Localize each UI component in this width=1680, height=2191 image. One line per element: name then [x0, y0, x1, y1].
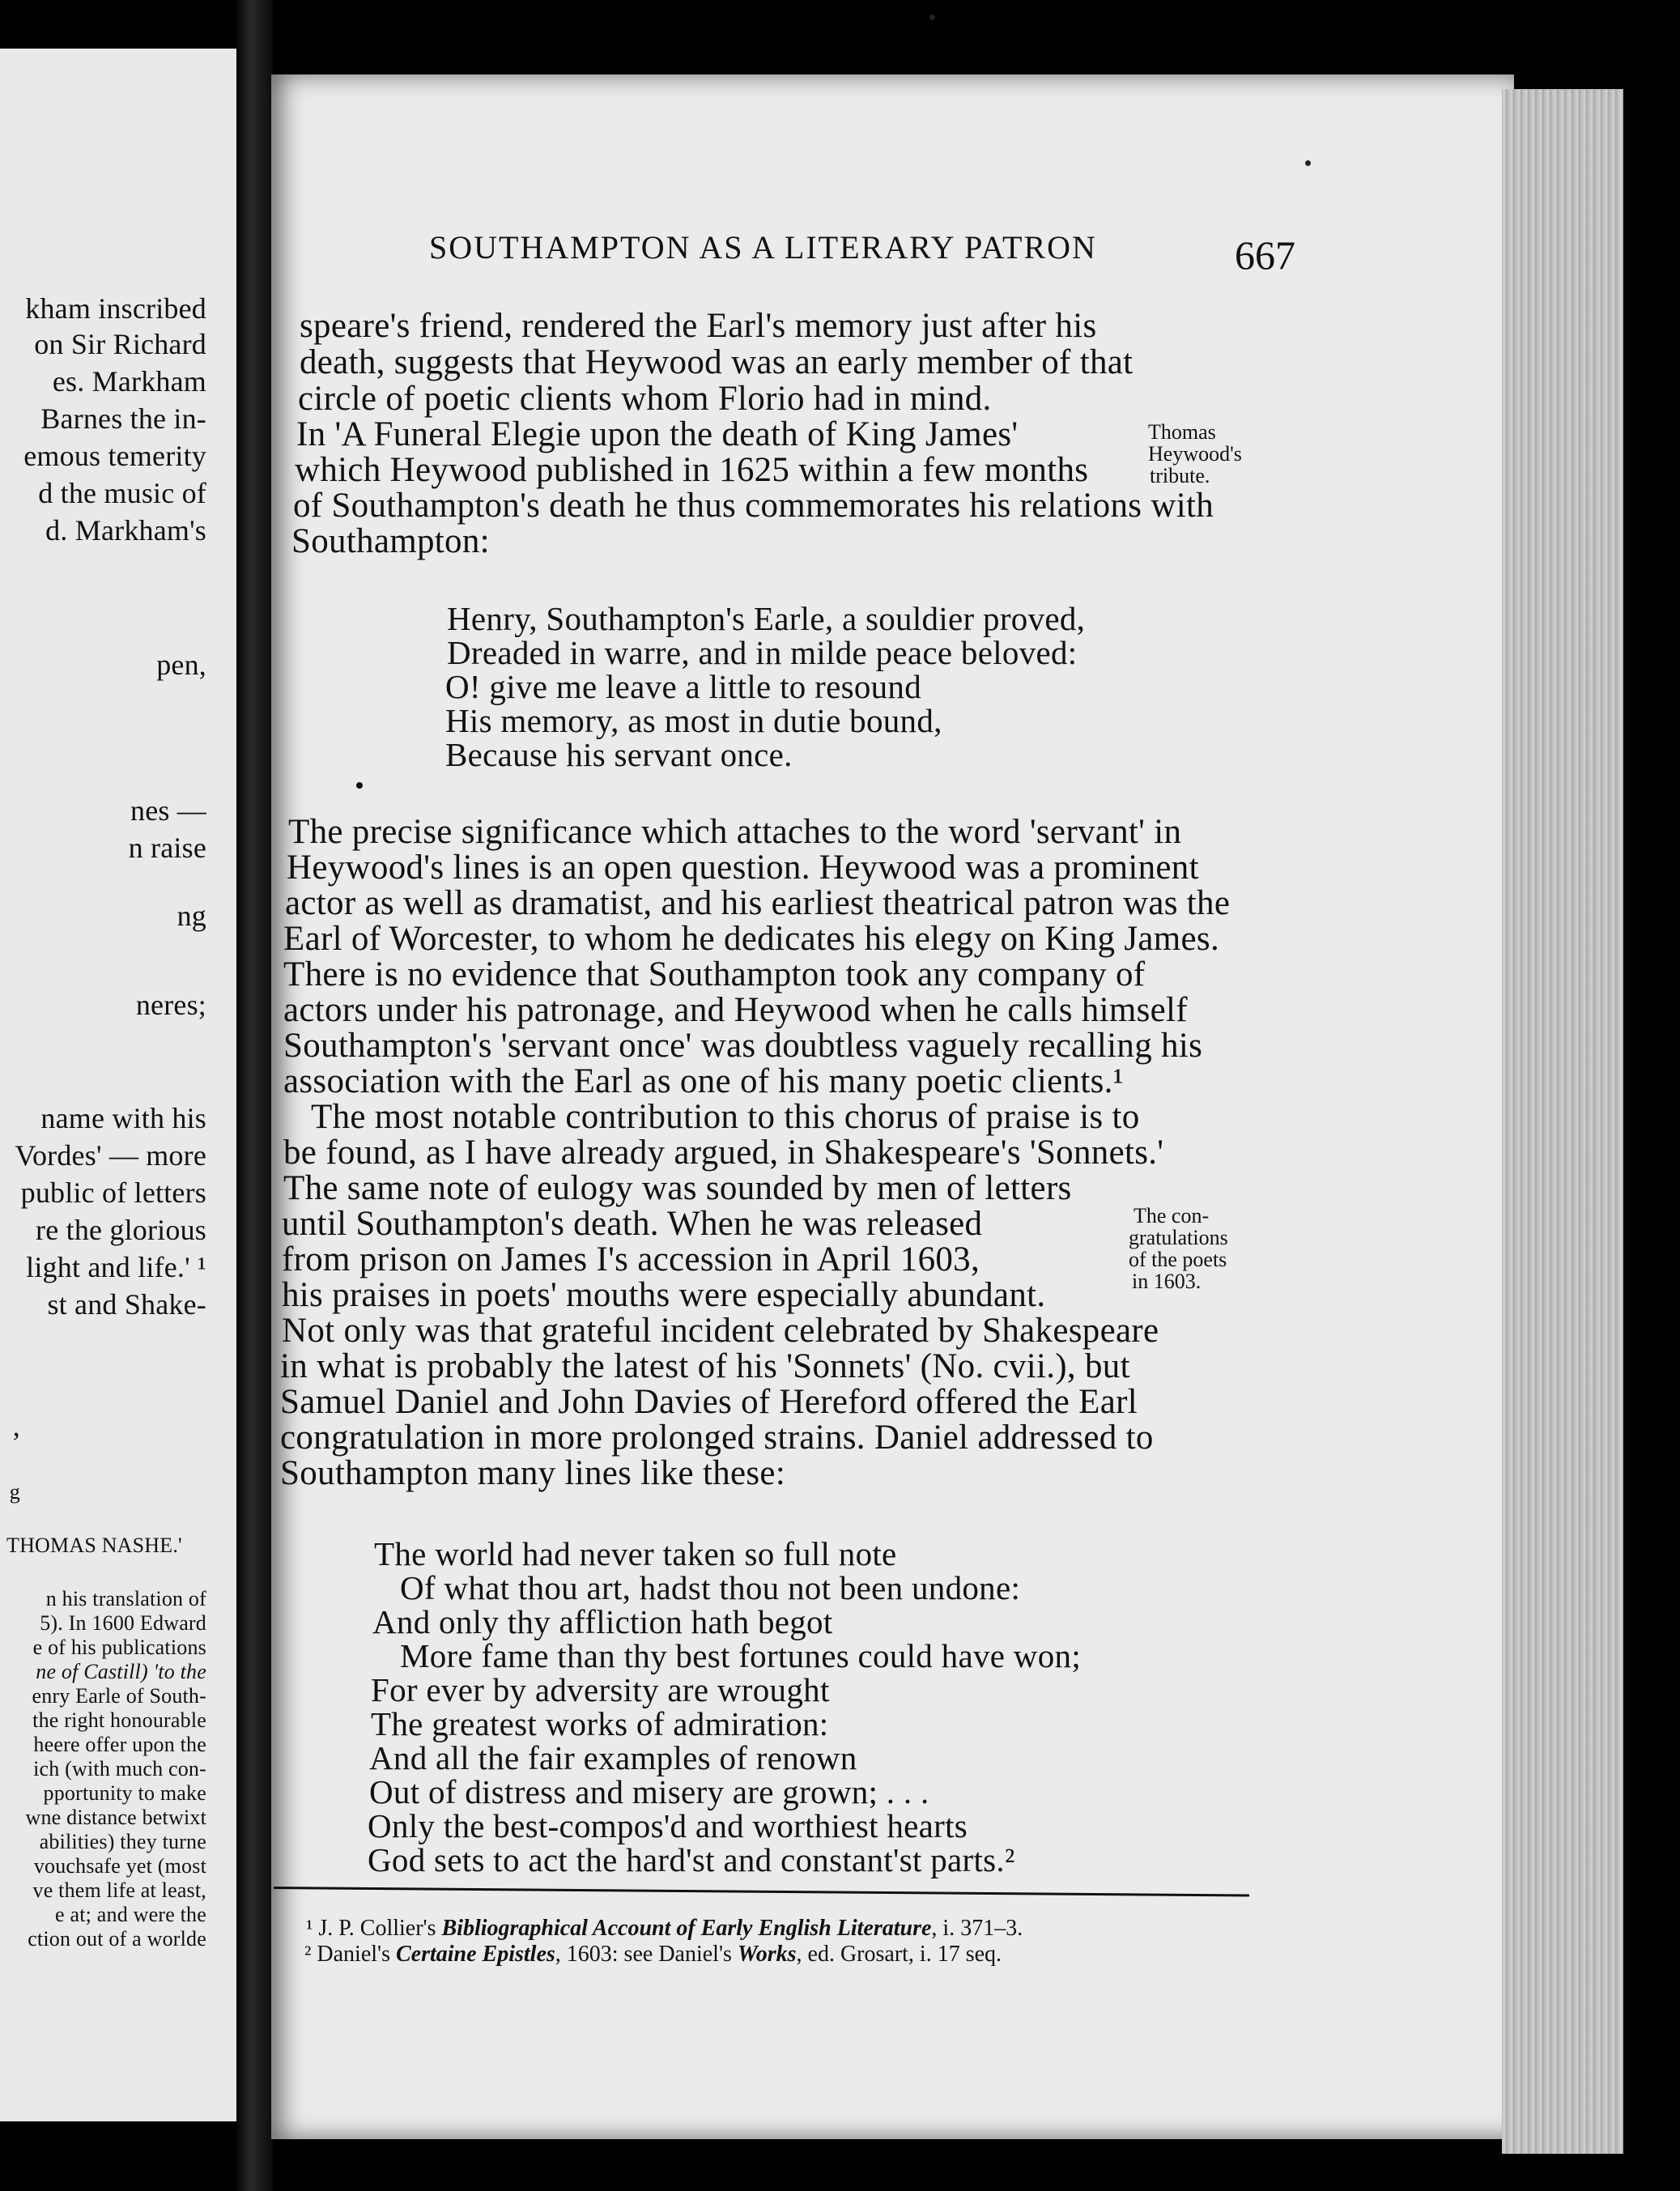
body-line: Heywood's lines is an open question. Heywood was a prominent	[287, 849, 1199, 887]
body-line: The precise significance which attaches to the word 'servant' in	[288, 813, 1182, 851]
body-line: congratulation in more prolonged strains. Daniel addressed to	[280, 1419, 1154, 1457]
left-page-footnote-line: enry Earle of South-	[32, 1684, 206, 1708]
left-page-line: public of letters	[20, 1176, 206, 1209]
left-page-footnote-line: ne of Castill) 'to the	[36, 1660, 206, 1683]
left-page-line: st and Shake-	[47, 1288, 206, 1321]
body-line: death, suggests that Heywood was an early member of that	[300, 343, 1133, 381]
margin-note-line: in 1603.	[1132, 1270, 1202, 1293]
poem-line: God sets to act the hard'st and constant'st parts.²	[368, 1841, 1015, 1878]
margin-note-line: gratulations	[1129, 1226, 1228, 1249]
poem-line: Of what thou art, hadst thou not been undone:	[400, 1569, 1021, 1606]
poem-line: The greatest works of admiration:	[371, 1705, 829, 1742]
left-page-footnote-line: ve them life at least,	[32, 1878, 206, 1902]
poem-line: The world had never taken so full note	[374, 1535, 897, 1572]
scan-speck	[1305, 160, 1311, 166]
left-page-footnote-line: the right honourable	[32, 1708, 206, 1732]
running-header: SOUTHAMPTON AS A LITERARY PATRON	[429, 229, 1097, 266]
footnote-title: Certaine Epistles	[395, 1942, 555, 1967]
left-page-footnote-line: e at; and were the	[55, 1903, 206, 1926]
left-page-line: re the glorious	[36, 1214, 206, 1246]
left-page-line: d. Markham's	[45, 514, 206, 547]
poem-line: Only the best-compos'd and worthiest hearts	[368, 1807, 968, 1844]
left-page-line: Barnes the in-	[40, 402, 206, 435]
left-page-footnote-line: pportunity to make	[43, 1781, 206, 1805]
body-line: until Southampton's death. When he was released	[282, 1205, 983, 1243]
body-line: The same note of eulogy was sounded by men of letters	[283, 1169, 1072, 1207]
poem-line: Because his servant once.	[445, 736, 793, 773]
body-line: actor as well as dramatist, and his earliest theatrical patron was the	[285, 884, 1231, 922]
margin-note-line: The con-	[1133, 1204, 1210, 1227]
left-page-line: neres;	[135, 989, 206, 1021]
left-facing-page	[0, 49, 244, 2121]
page-edges	[1502, 89, 1623, 2154]
body-line: from prison on James I's accession in April 1603,	[282, 1240, 980, 1278]
left-page-line: emous temerity	[23, 440, 206, 472]
margin-note-line: Heywood's	[1148, 442, 1242, 466]
footnote-title: Works	[737, 1942, 797, 1967]
left-page-footnote-line: 5). In 1600 Edward	[40, 1611, 206, 1635]
poem-line: More fame than thy best fortunes could have won;	[400, 1637, 1082, 1674]
footnote-1	[306, 1916, 1023, 1942]
left-page-footnote-line: heere offer upon the	[33, 1733, 206, 1756]
body-line: In 'A Funeral Elegie upon the death of King James'	[296, 415, 1019, 453]
page-number: 667	[1235, 232, 1295, 278]
body-line: association with the Earl as one of his many poetic clients.¹	[283, 1062, 1124, 1100]
left-page-footnote-line: ich (with much con-	[33, 1757, 206, 1780]
body-line: Samuel Daniel and John Davies of Hereford offered the Earl	[280, 1383, 1138, 1421]
body-line: Southampton:	[291, 522, 490, 560]
left-page-line: on Sir Richard	[34, 328, 206, 360]
left-page-line: light and life.' ¹	[26, 1251, 206, 1283]
body-line: in what is probably the latest of his 'Sonnets' (No. cvii.), but	[280, 1347, 1130, 1385]
body-line: be found, as I have already argued, in Shakespeare's 'Sonnets.'	[283, 1134, 1164, 1172]
left-page-line: name with his	[40, 1102, 206, 1134]
left-page-footnote-line: n his translation of	[45, 1587, 206, 1610]
poem-line: Out of distress and misery are grown; . . .	[369, 1773, 929, 1810]
poem-line: For ever by adversity are wrought	[371, 1671, 830, 1708]
poem-line: And only thy affliction hath begot	[372, 1603, 833, 1640]
poem-line: O! give me leave a little to resound	[445, 668, 922, 705]
left-page-line: kham inscribed	[25, 292, 206, 325]
body-line: of Southampton's death he thus commemorates his relations with	[293, 487, 1214, 525]
left-page-line: ,	[12, 1410, 20, 1442]
left-page-footnote-line: wne distance betwixt	[25, 1806, 206, 1829]
footnote-text: , ed. Grosart, i. 17 seq.	[796, 1942, 1002, 1967]
poem-line: Henry, Southampton's Earle, a souldier proved,	[447, 600, 1086, 637]
body-line: Earl of Worcester, to whom he dedicates his elegy on King James.	[283, 920, 1219, 958]
body-line: his praises in poets' mouths were especially abundant.	[282, 1276, 1046, 1314]
footnote-text: , 1603: see Daniel's	[555, 1942, 738, 1967]
scan-speck	[929, 15, 935, 20]
left-page-line: nes —	[130, 794, 206, 827]
footnote-title: Bibliographical Account of Early English Literature	[441, 1916, 932, 1941]
margin-note-heywood	[1148, 421, 1242, 487]
footnote-marker: ²	[304, 1942, 312, 1967]
poem-line: Dreaded in warre, and in milde peace beloved:	[447, 634, 1078, 671]
footnote-marker: ¹	[306, 1916, 313, 1941]
left-page-line: d the music of	[38, 477, 206, 509]
margin-note-line: of the poets	[1129, 1248, 1227, 1271]
left-page-line: pen,	[156, 649, 206, 681]
margin-note-line: Thomas	[1148, 420, 1216, 444]
body-line: The most notable contribution to this chorus of praise is to	[311, 1098, 1140, 1136]
footnote-2	[304, 1942, 1002, 1968]
left-page-footnote-line: ction out of a worlde	[28, 1927, 206, 1951]
left-page-footnote-line: abilities) they turne	[39, 1830, 206, 1853]
margin-note-congratulations	[1129, 1205, 1228, 1292]
body-line: There is no evidence that Southampton took any company of	[283, 955, 1146, 993]
margin-note-line: tribute.	[1150, 464, 1210, 487]
footnote-text: , i. 371–3.	[931, 1916, 1023, 1941]
left-page-footnote-heading: THOMAS NASHE.'	[6, 1534, 182, 1557]
left-page-line: Vordes' — more	[15, 1139, 206, 1172]
body-line: Southampton's 'servant once' was doubtless vaguely recalling his	[283, 1027, 1203, 1065]
left-page-footnote-line: vouchsafe yet (most	[33, 1854, 206, 1878]
body-line: Southampton many lines like these:	[280, 1454, 786, 1492]
footnote-text: Daniel's	[317, 1942, 396, 1967]
body-line: Not only was that grateful incident celebrated by Shakespeare	[282, 1312, 1159, 1350]
poem-line: His memory, as most in dutie bound,	[445, 702, 942, 739]
stray-mark	[356, 782, 363, 789]
left-page-line: es. Markham	[52, 365, 206, 398]
body-line: actors under his patronage, and Heywood when he calls himself	[283, 991, 1188, 1029]
left-page-line: n raise	[128, 832, 206, 864]
left-page-line: g	[9, 1480, 20, 1504]
left-page-line: ng	[177, 900, 206, 932]
poem-line: And all the fair examples of renown	[369, 1739, 857, 1776]
footnote-text: J. P. Collier's	[318, 1916, 442, 1941]
book-gutter	[236, 0, 273, 2191]
body-line: speare's friend, rendered the Earl's memory just after his	[300, 307, 1097, 345]
body-line: which Heywood published in 1625 within a few months	[295, 451, 1089, 489]
left-page-footnote-line: e of his publications	[32, 1636, 206, 1659]
body-line: circle of poetic clients whom Florio had in mind.	[298, 380, 992, 418]
